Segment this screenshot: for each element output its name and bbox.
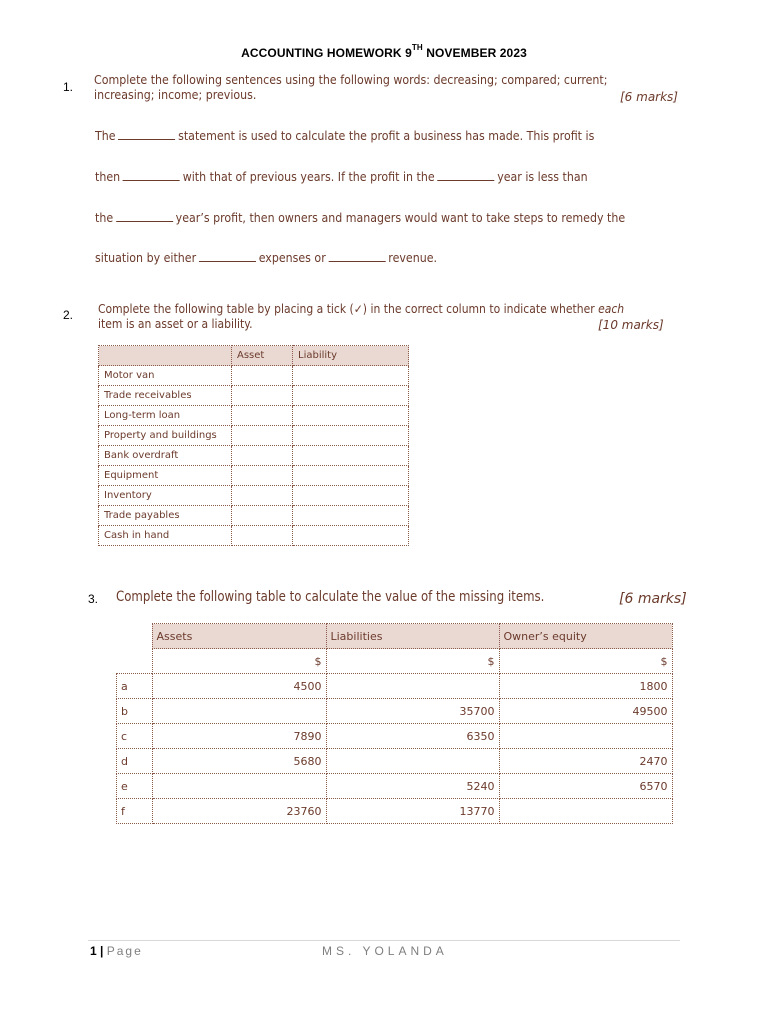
item-label: Inventory [99, 486, 232, 506]
question-2-instruction: Complete the following table by placing a tick (✓) in the correct column to indicate whether each item is an asset or a liability. [98, 302, 625, 331]
asset-cell[interactable] [232, 506, 293, 526]
equity-cell[interactable] [499, 724, 672, 749]
q1-sentence-3: the year’s profit, then owners and managers would want to take steps to remedy the [95, 211, 626, 225]
row-label: c [117, 724, 153, 749]
table-row [99, 486, 409, 506]
question-3-instruction: Complete the following table to calculate the value of the missing items. [116, 589, 545, 605]
asset-cell[interactable] [232, 526, 293, 546]
asset-cell[interactable] [232, 486, 293, 506]
liabilities-cell: 5240 [326, 774, 499, 799]
assets-cell[interactable] [152, 774, 326, 799]
table-row [117, 674, 673, 699]
answer-blank[interactable] [123, 170, 180, 181]
table-header-asset: Asset [232, 346, 293, 366]
assets-cell[interactable] [152, 699, 326, 724]
asset-cell[interactable] [232, 446, 293, 466]
table-row [99, 526, 409, 546]
row-label: f [117, 799, 153, 824]
currency-label: $ [326, 649, 499, 674]
row-label: a [117, 674, 153, 699]
q1-sentence-2: then with that of previous years. If the profit in the year is less than [95, 170, 588, 184]
question-1-instruction: Complete the following sentences using the following words: decreasing; compared; current; increasing; income; previous. [94, 73, 608, 102]
asset-cell[interactable] [232, 386, 293, 406]
asset-cell[interactable] [232, 366, 293, 386]
asset-cell[interactable] [232, 466, 293, 486]
row-label: b [117, 699, 153, 724]
answer-blank[interactable] [118, 129, 175, 140]
column-header-liabilities: Liabilities [326, 624, 499, 649]
asset-liability-table [98, 345, 409, 546]
liability-cell[interactable] [293, 506, 409, 526]
accounting-equation-table [116, 623, 673, 824]
table-header-liability: Liability [293, 346, 409, 366]
equity-cell: 6570 [499, 774, 672, 799]
liabilities-cell: 35700 [326, 699, 499, 724]
liability-cell[interactable] [293, 386, 409, 406]
table-row [99, 446, 409, 466]
footer-page-number: 1 | Page [90, 944, 143, 958]
footer-author: MS. YOLANDA [322, 944, 448, 958]
table-row [117, 774, 673, 799]
item-label: Trade payables [99, 506, 232, 526]
item-label: Trade receivables [99, 386, 232, 406]
item-label: Bank overdraft [99, 446, 232, 466]
table-row [99, 506, 409, 526]
row-label: d [117, 749, 153, 774]
assets-cell: 7890 [152, 724, 326, 749]
assets-cell: 23760 [152, 799, 326, 824]
liability-cell[interactable] [293, 406, 409, 426]
item-label: Property and buildings [99, 426, 232, 446]
currency-label: $ [499, 649, 672, 674]
liability-cell[interactable] [293, 486, 409, 506]
liability-cell[interactable] [293, 526, 409, 546]
liability-cell[interactable] [293, 446, 409, 466]
answer-blank[interactable] [328, 251, 385, 262]
table-row [99, 426, 409, 446]
q1-sentence-1: The statement is used to calculate the profit a business has made. This profit is [95, 129, 595, 143]
table-row [99, 466, 409, 486]
question-1-number: 1. [63, 80, 74, 94]
liability-cell[interactable] [293, 426, 409, 446]
liabilities-cell[interactable] [326, 674, 499, 699]
liability-cell[interactable] [293, 366, 409, 386]
row-label: e [117, 774, 153, 799]
item-label: Equipment [99, 466, 232, 486]
liabilities-cell: 13770 [326, 799, 499, 824]
answer-blank[interactable] [199, 251, 256, 262]
table-row [117, 699, 673, 724]
column-header-assets: Assets [152, 624, 326, 649]
table-row [99, 366, 409, 386]
question-2-marks: [10 marks] [598, 318, 664, 332]
question-2-number: 2. [63, 308, 74, 322]
table-row [99, 406, 409, 426]
liability-cell[interactable] [293, 466, 409, 486]
answer-blank[interactable] [116, 211, 173, 222]
asset-cell[interactable] [232, 426, 293, 446]
footer-divider [88, 940, 680, 941]
column-header-owners-equity: Owner’s equity [499, 624, 672, 649]
q1-sentence-4: situation by either expenses or revenue. [95, 251, 438, 265]
item-label: Cash in hand [99, 526, 232, 546]
liabilities-cell: 6350 [326, 724, 499, 749]
assets-cell: 5680 [152, 749, 326, 774]
assets-cell: 4500 [152, 674, 326, 699]
table-row [99, 386, 409, 406]
currency-label: $ [152, 649, 326, 674]
table-row [117, 749, 673, 774]
question-1-marks: [6 marks] [620, 90, 678, 104]
item-label: Long-term loan [99, 406, 232, 426]
question-3-marks: [6 marks] [619, 591, 687, 607]
equity-cell: 49500 [499, 699, 672, 724]
document-title: ACCOUNTING HOMEWORK 9TH NOVEMBER 2023 [241, 43, 527, 60]
liabilities-cell[interactable] [326, 749, 499, 774]
question-3-number: 3. [88, 592, 99, 606]
equity-cell[interactable] [499, 799, 672, 824]
answer-blank[interactable] [437, 170, 494, 181]
equity-cell: 1800 [499, 674, 672, 699]
equity-cell: 2470 [499, 749, 672, 774]
item-label: Motor van [99, 366, 232, 386]
table-row [117, 799, 673, 824]
table-row [117, 724, 673, 749]
table-header-item [99, 346, 232, 366]
asset-cell[interactable] [232, 406, 293, 426]
